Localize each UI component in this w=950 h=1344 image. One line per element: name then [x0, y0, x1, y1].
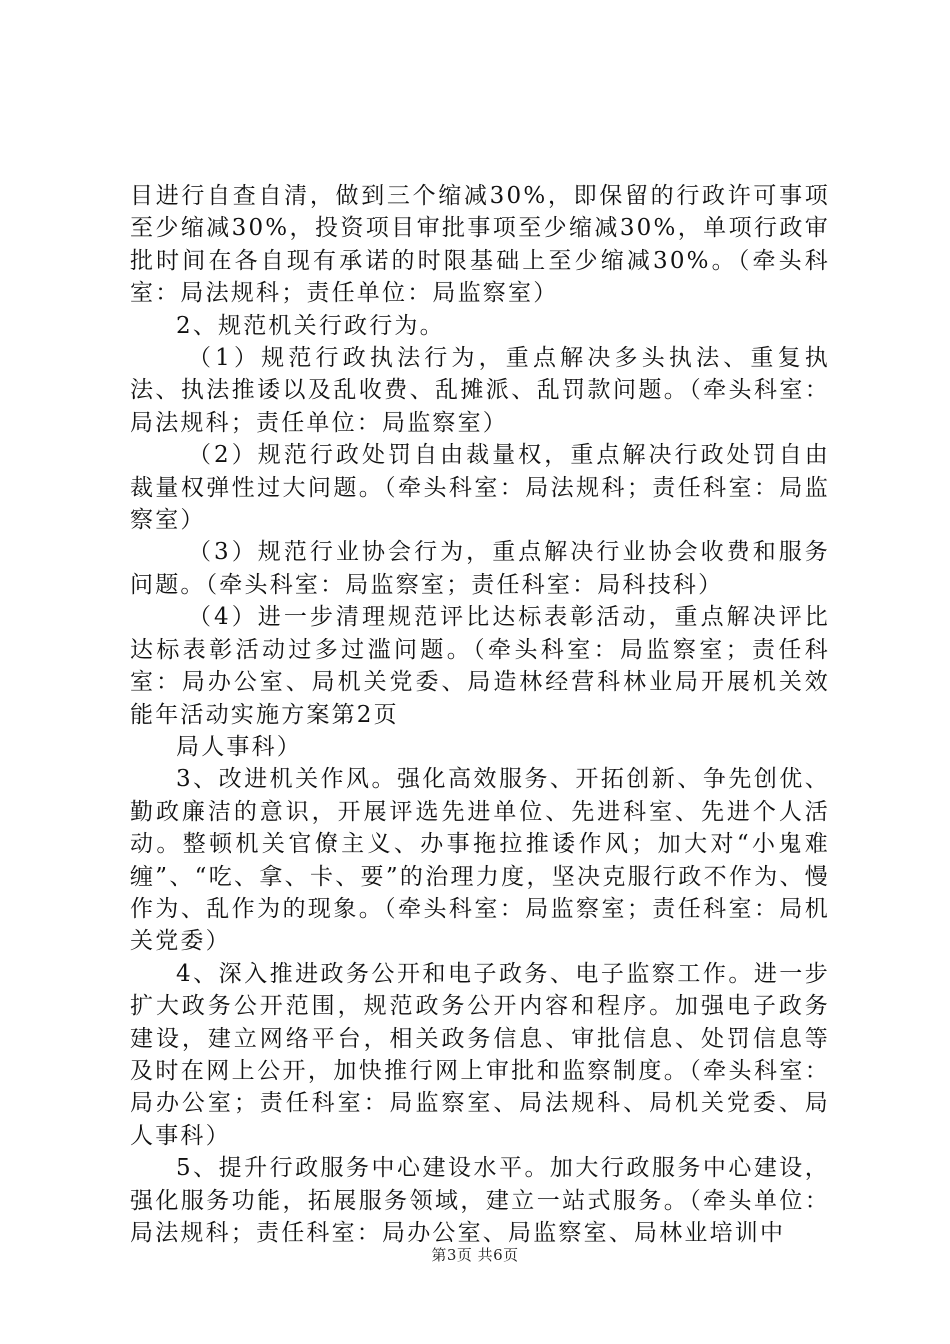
paragraph-service-center: 5、提升行政服务中心建设水平。加大行政服务中心建设，强化服务功能，拓展服务领域，建立一站式服务。（牵头单位：局法规科；责任科室：局办公室、局监察室、局林业培训中	[130, 1155, 830, 1246]
paragraph-self-inspection: 目进行自查自清，做到三个缩减30%，即保留的行政许可事项至少缩减30%，投资项目审批事项至少缩减30%，单项行政审批时间在各自现有承诺的时限基础上至少缩减30%。（牵头科室：局法规科；责任单位：局监察室）	[130, 183, 830, 307]
paragraph-item-4: （4）进一步清理规范评比达标表彰活动，重点解决评比达标表彰活动过多过滥问题。（牵头科室：局监察室；责任科室：局办公室、局机关党委、局造林经营科林业局开展机关效能年活动实施方案第2页	[130, 604, 830, 728]
heading-regulate-conduct: 2、规范机关行政行为。	[176, 312, 445, 339]
paragraph-item-2: （2）规范行政处罚自由裁量权，重点解决行政处罚自由裁量权弹性过大问题。（牵头科室：局法规科；责任科室：局监察室）	[130, 442, 830, 534]
paragraph-improve-style: 3、改进机关作风。强化高效服务、开拓创新、争先创优、勤政廉洁的意识，开展评选先进单位、先进科室、先进个人活动。整顿机关官僚主义、办事拖拉推诿作风；加大对“小鬼难缠”、“吃、拿、卡、要”的治理力度，坚决克服行政不作为、慢作为、乱作为的现象。（牵头科室：局监察室；责任科室：局机关党委）	[130, 766, 830, 955]
page-number-footer: 第3页 共6页	[431, 1246, 519, 1264]
paragraph-item-1: （1）规范行政执法行为，重点解决多头执法、重复执法、执法推诿以及乱收费、乱摊派、乱罚款问题。（牵头科室：局法规科；责任单位：局监察室）	[130, 345, 830, 436]
paragraph-item-3: （3）规范行业协会行为，重点解决行业协会收费和服务问题。（牵头科室：局监察室；责任科室：局科技科）	[130, 539, 830, 598]
paragraph-e-government: 4、深入推进政务公开和电子政务、电子监察工作。进一步扩大政务公开范围，规范政务公开内容和程序。加强电子政务建设，建立网络平台，相关政务信息、审批信息、处罚信息等及时在网上公开，加快推行网上审批和监察制度。（牵头科室：局办公室；责任科室：局监察室、局法规科、局机关党委、局人事科）	[130, 960, 830, 1149]
document-body	[130, 180, 830, 1249]
paragraph-continuation: 局人事科）	[176, 733, 302, 760]
